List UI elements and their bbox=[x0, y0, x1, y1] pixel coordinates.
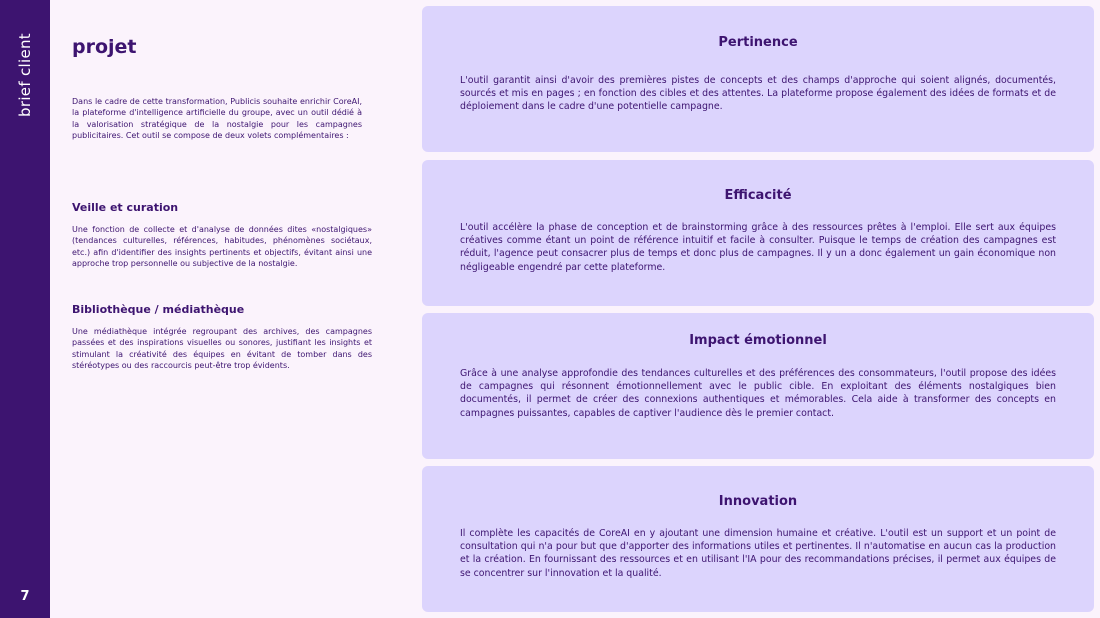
page-title: projet bbox=[72, 36, 137, 58]
card-title: Efficacité bbox=[724, 188, 792, 203]
sidebar-title: brief client bbox=[16, 33, 34, 117]
page-number: 7 bbox=[20, 589, 30, 604]
veille-block bbox=[72, 201, 372, 270]
card-pertinence bbox=[422, 6, 1094, 152]
veille-text: Une fonction de collecte et d'analyse de données dites «nostalgiques» (tendances culturelles, références, habitudes, phénomènes sociétaux, etc.) afin d'identifier des insights pertinents et objectifs, évitant ainsi une approche trop personnelle ou subjective de la nostalgie. bbox=[72, 225, 372, 269]
card-title: Innovation bbox=[718, 494, 798, 509]
bibliotheque-heading: Bibliothèque / médiathèque bbox=[72, 303, 245, 316]
sidebar-band bbox=[0, 0, 50, 618]
card-text: L'outil garantit ainsi d'avoir des premières pistes de concepts et des champs d'approche qui soient alignés, documentés, sourcés et mis en pages ; en fonction des cibles et des attentes. La plateforme propose également des idées de formats et de déploiement dans le cadre d'une potentielle campagne. bbox=[460, 75, 1056, 113]
left-column bbox=[72, 36, 372, 371]
veille-heading: Veille et curation bbox=[72, 201, 179, 214]
card-text: Grâce à une analyse approfondie des tendances culturelles et des préférences des consommateurs, l'outil propose des idées de campagnes qui résonnent émotionnellement avec le public cible. En exploitant des éléments nostalgiques bien documentés, il permet de créer des connexions authentiques et mémorables. Cela aide à transformer des concepts en campagnes puissantes, capables de captiver l'audience dès le premier contact. bbox=[460, 368, 1056, 419]
intro-paragraph: Dans le cadre de cette transformation, Publicis souhaite enrichir CoreAI, la plateforme d'intelligence artificielle du groupe, avec un outil dédié à la valorisation stratégique de la nostalgie pour les campagnes publicitaires. Cet outil se compose de deux volets complémentaires : bbox=[72, 97, 362, 141]
card-innovation bbox=[422, 466, 1094, 612]
bibliotheque-block bbox=[72, 303, 372, 372]
card-title: Pertinence bbox=[718, 35, 798, 50]
card-title: Impact émotionnel bbox=[689, 333, 827, 348]
card-impact-emotionnel bbox=[422, 313, 1094, 459]
card-text: Il complète les capacités de CoreAI en y ajoutant une dimension humaine et créative. L'outil est un support et un point de consultation qui n'a pour but que d'apporter des informations utiles et pertinentes. Il n'automatise en aucun cas la production et la création. En fournissant des ressources et en utilisant l'IA pour des recommandations précises, il permet aux équipes de se concentrer sur l'innovation et la qualité. bbox=[460, 528, 1056, 579]
card-efficacite bbox=[422, 160, 1094, 306]
card-text: L'outil accélère la phase de conception et de brainstorming grâce à des ressources prêtes à l'emploi. Elle sert aux équipes créatives comme étant un point de référence intuitif et facile à consulter. Puisque le temps de création des campagnes est réduit, l'agence peut consacrer plus de temps et donc plus de campagnes. Il y un a donc également un gain économique non négligeable engendré par cette plateforme. bbox=[460, 222, 1056, 273]
bibliotheque-text: Une médiathèque intégrée regroupant des archives, des campagnes passées et des inspirations visuelles ou sonores, justifiant les insights et stimulant la créativité des équipes en évitant de tomber dans des stéréotypes ou des raccourcis peut-être trop évidents. bbox=[72, 327, 372, 371]
